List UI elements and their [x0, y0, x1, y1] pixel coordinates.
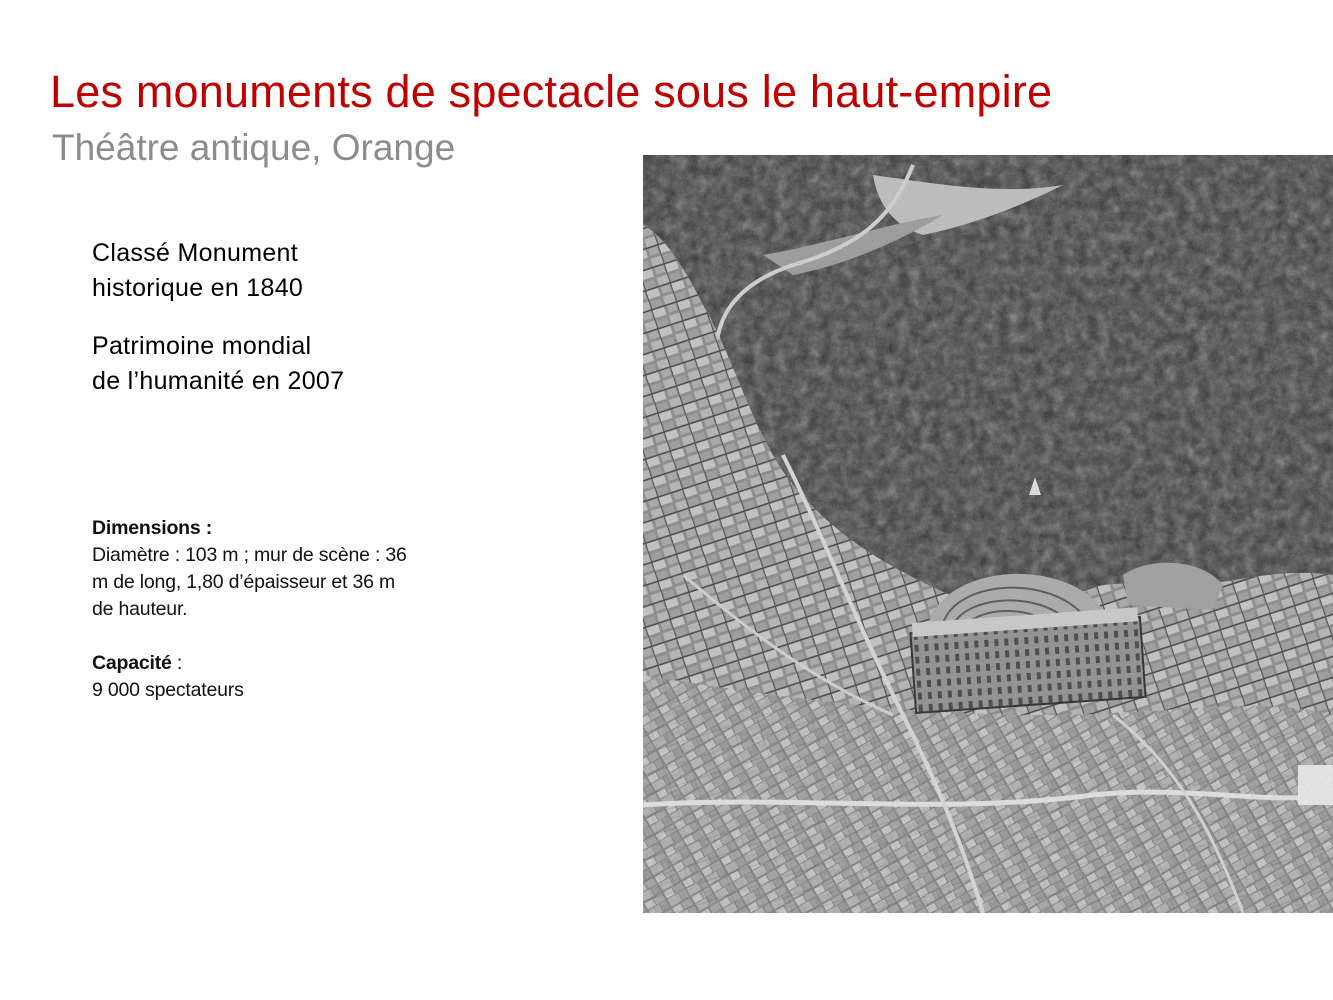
fact-line: de l’humanité en 2007 [92, 367, 345, 395]
capacity-suffix: : [171, 652, 183, 674]
capacity-value: 9 000 spectateurs [92, 679, 244, 701]
capacity-heading [92, 650, 482, 677]
slide-subtitle: Théâtre antique, Orange [52, 127, 456, 168]
aerial-photo-orange-theatre [643, 155, 1333, 913]
aerial-photo-illustration [643, 155, 1333, 913]
fact-patrimoine-mondial [92, 329, 344, 399]
dimensions-line: de hauteur. [92, 598, 188, 620]
fact-monument-historique [92, 236, 303, 306]
dimensions-label: Dimensions : [92, 517, 213, 539]
fact-line: Patrimoine mondial [92, 332, 312, 360]
fact-line: historique en 1840 [92, 274, 304, 302]
dimensions-line: Diamètre : 103 m ; mur de scène : 36 [92, 544, 407, 566]
spacer [92, 623, 482, 650]
dimensions-line: m de long, 1,80 d’épaisseur et 36 m [92, 571, 396, 593]
details-block [92, 515, 482, 704]
slide-title: Les monuments de spectacle sous le haut-empire [50, 66, 1053, 117]
fact-line: Classé Monument [92, 239, 298, 267]
capacity-label: Capacité [92, 652, 172, 674]
